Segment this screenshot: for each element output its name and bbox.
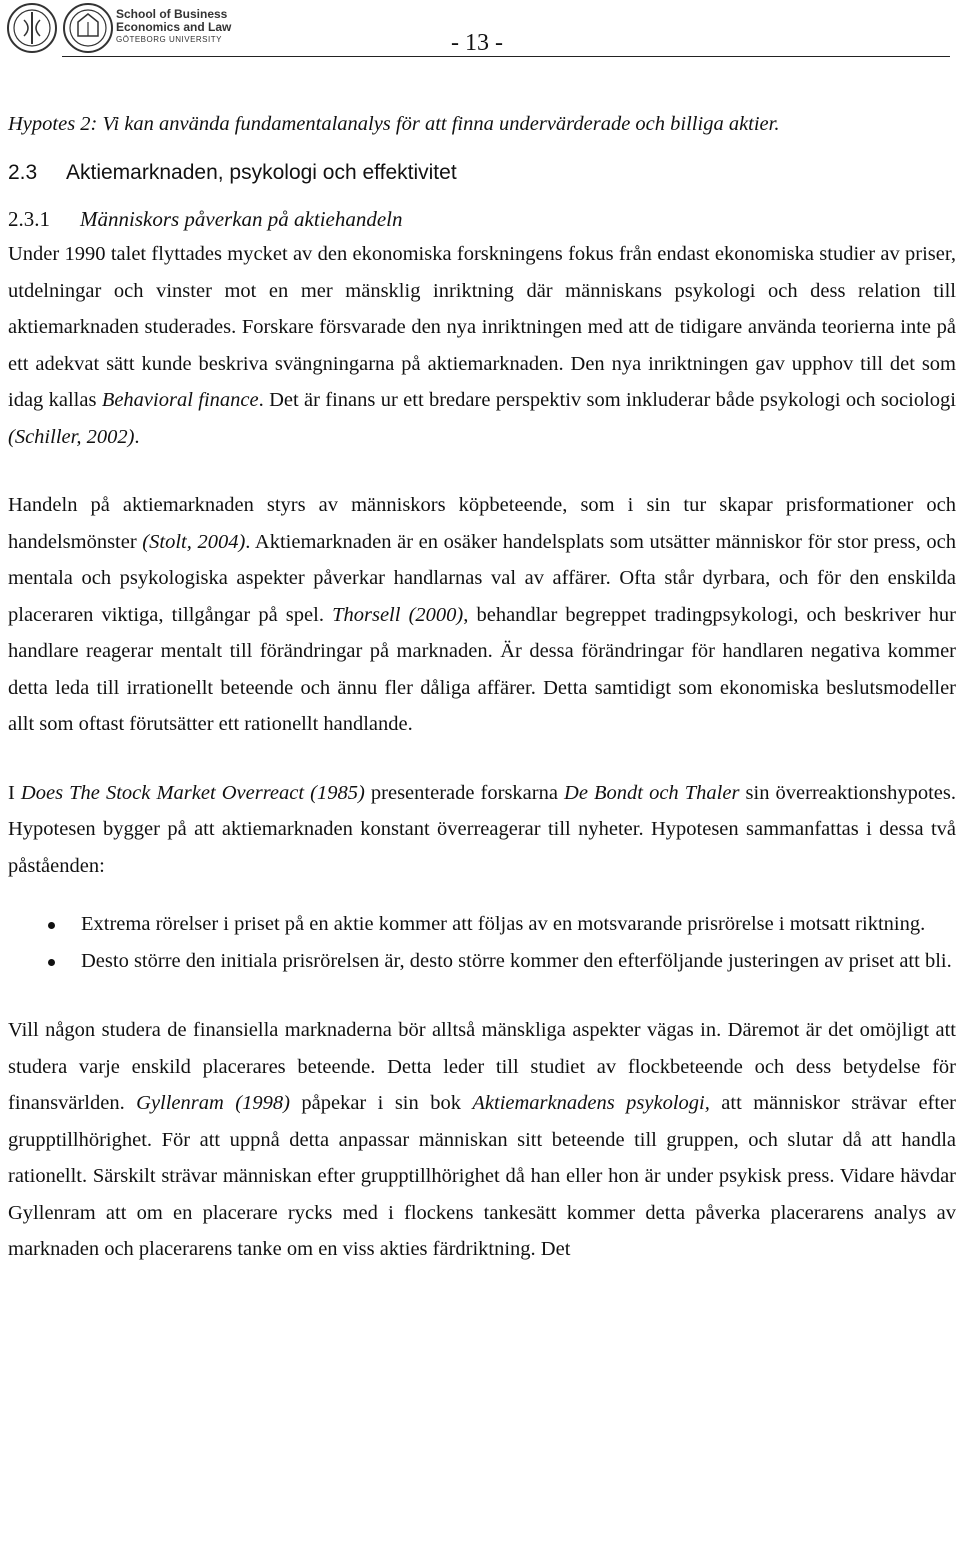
paragraph-2 — [8, 487, 956, 743]
list-item — [8, 943, 956, 980]
section-number: 2.3 — [8, 161, 38, 184]
header-rule — [62, 56, 950, 57]
hypothesis-text: Hypotes 2: Vi kan använda fundamentalanalys för att finna undervärderade och billiga aktier. — [8, 113, 780, 135]
paragraph-3 — [8, 775, 956, 885]
hypothesis-bullet-list — [8, 906, 956, 980]
subsection-heading — [8, 202, 956, 236]
para4-book-title: Aktiemarknadens psykologi, — [472, 1092, 710, 1114]
bullet-icon — [48, 922, 55, 929]
logo-line-1: School of Business — [116, 7, 228, 21]
page-number: - 13 - — [451, 30, 503, 56]
paragraph-gap — [8, 980, 956, 1012]
bullet-text: Extrema rörelser i priset på en aktie kommer att följas av en motsvarande prisrörelse i motsatt riktning. — [81, 913, 926, 935]
para3-article-title: Does The Stock Market Overreact (1985) — [20, 781, 365, 804]
para1-term: Behavioral finance — [101, 389, 259, 411]
logo-line-3: GÖTEBORG UNIVERSITY — [116, 35, 222, 44]
bullet-icon — [48, 959, 55, 966]
para2-citation-1: (Stolt, 2004) — [142, 530, 246, 553]
page-content — [8, 106, 956, 1268]
para4-text-e: att människor strävar efter grupptillhörighet. För att uppnå detta anpassar människan sitt beteende till gruppen, och slutar då att handla rationellt. Särskilt strävar människan efter grupptillhörighet då han eller hon är under psykisk press. Vidare hävdar Gyllenram att om en placerare rycks med i flockens tankesätt kommer detta påverka placerarens analys av marknaden och placerarens tanke om en viss akties färdriktning. Det — [8, 1092, 956, 1260]
section-heading — [8, 154, 956, 192]
paragraph-gap — [8, 743, 956, 775]
bullet-text: Desto större den initiala prisrörelsen är, desto större kommer den efterföljande justeringen av priset att bli. — [81, 950, 952, 972]
para4-text-c: påpekar i sin bok — [289, 1092, 473, 1114]
para2-citation-2: Thorsell (2000) — [332, 603, 464, 626]
paragraph-4 — [8, 1012, 956, 1268]
para1-text-e: . — [134, 425, 140, 448]
subsection-number: 2.3.1 — [8, 207, 50, 231]
para2-text-c: . Aktiemarknaden är en osäker handelsplats som utsätter människor för stor press, och mentala och psykologiska aspekter påverkar handlarnas val av affärer. Ofta står dyrbara, och för den enskilda placeraren viktiga, tillgångar på spel. — [8, 530, 956, 626]
para3-authors: De Bondt och Thaler — [564, 781, 740, 804]
page-header — [0, 0, 960, 60]
para3-text-a: I — [8, 781, 21, 804]
university-logo — [6, 2, 114, 59]
para1-text-a: Under 1990 talet flyttades mycket av den ekonomiska forskningens fokus från endast ekonomiska studier av priser, utdelningar och vinster mot en mer mänsklig inriktning där människans psykologi och dess relation till aktiemarknaden studerades. Forskare försvarade den nya inriktningen med att de tidigare använda teorierna inte på ett adekvat sätt kunde beskriva svängningarna på aktiemarknaden. Den nya inriktningen gav upphov till det som idag kallas — [8, 243, 956, 411]
section-title: Aktiemarknaden, psykologi och effektivitet — [66, 161, 457, 184]
para4-citation: Gyllenram (1998) — [136, 1092, 290, 1114]
logo-line-2: Economics and Law — [116, 20, 232, 34]
subsection-title: Människors påverkan på aktiehandeln — [80, 207, 403, 231]
para2-text-a: Handeln på aktiemarknaden styrs av människors köpbeteende, som i sin tur skapar prisformationer och handelsmönster — [8, 494, 956, 553]
para1-citation: (Schiller, 2002) — [8, 425, 135, 448]
paragraph-gap — [8, 455, 956, 487]
para3-text-e: sin överreaktionshypotes. Hypotesen bygger på att aktiemarknaden konstant överreagerar till nyheter. Hypotesen sammanfattas i dessa två påståenden: — [8, 781, 957, 877]
para4-text-a: Vill någon studera de finansiella marknaderna bör alltså mänskliga aspekter vägas in. Däremot är det omöjligt att studera varje enskild placerares beteende. Detta leder till studiet av flockbeteende och dess betydelse för finansvärlden. — [8, 1019, 956, 1114]
logo-wordmark — [116, 8, 231, 45]
paragraph-1 — [8, 236, 956, 455]
para3-text-c: presenterade forskarna — [364, 781, 565, 804]
seal-icon — [6, 2, 114, 54]
list-item — [8, 906, 956, 943]
para2-text-e: , behandlar begreppet tradingpsykologi, och beskriver hur handlare reagerar mentalt till förändringar på marknaden. Är dessa förändringar för handlaren negativa kommer detta leda till irrationellt beteende och ännu fler dåliga affärer. Detta samtidigt som ekonomiska beslutsmodeller allt som oftast förutsätter ett rationellt handlande. — [8, 603, 956, 735]
para1-text-c: . Det är finans ur ett bredare perspektiv som inkluderar både psykologi och sociologi — [258, 389, 956, 411]
